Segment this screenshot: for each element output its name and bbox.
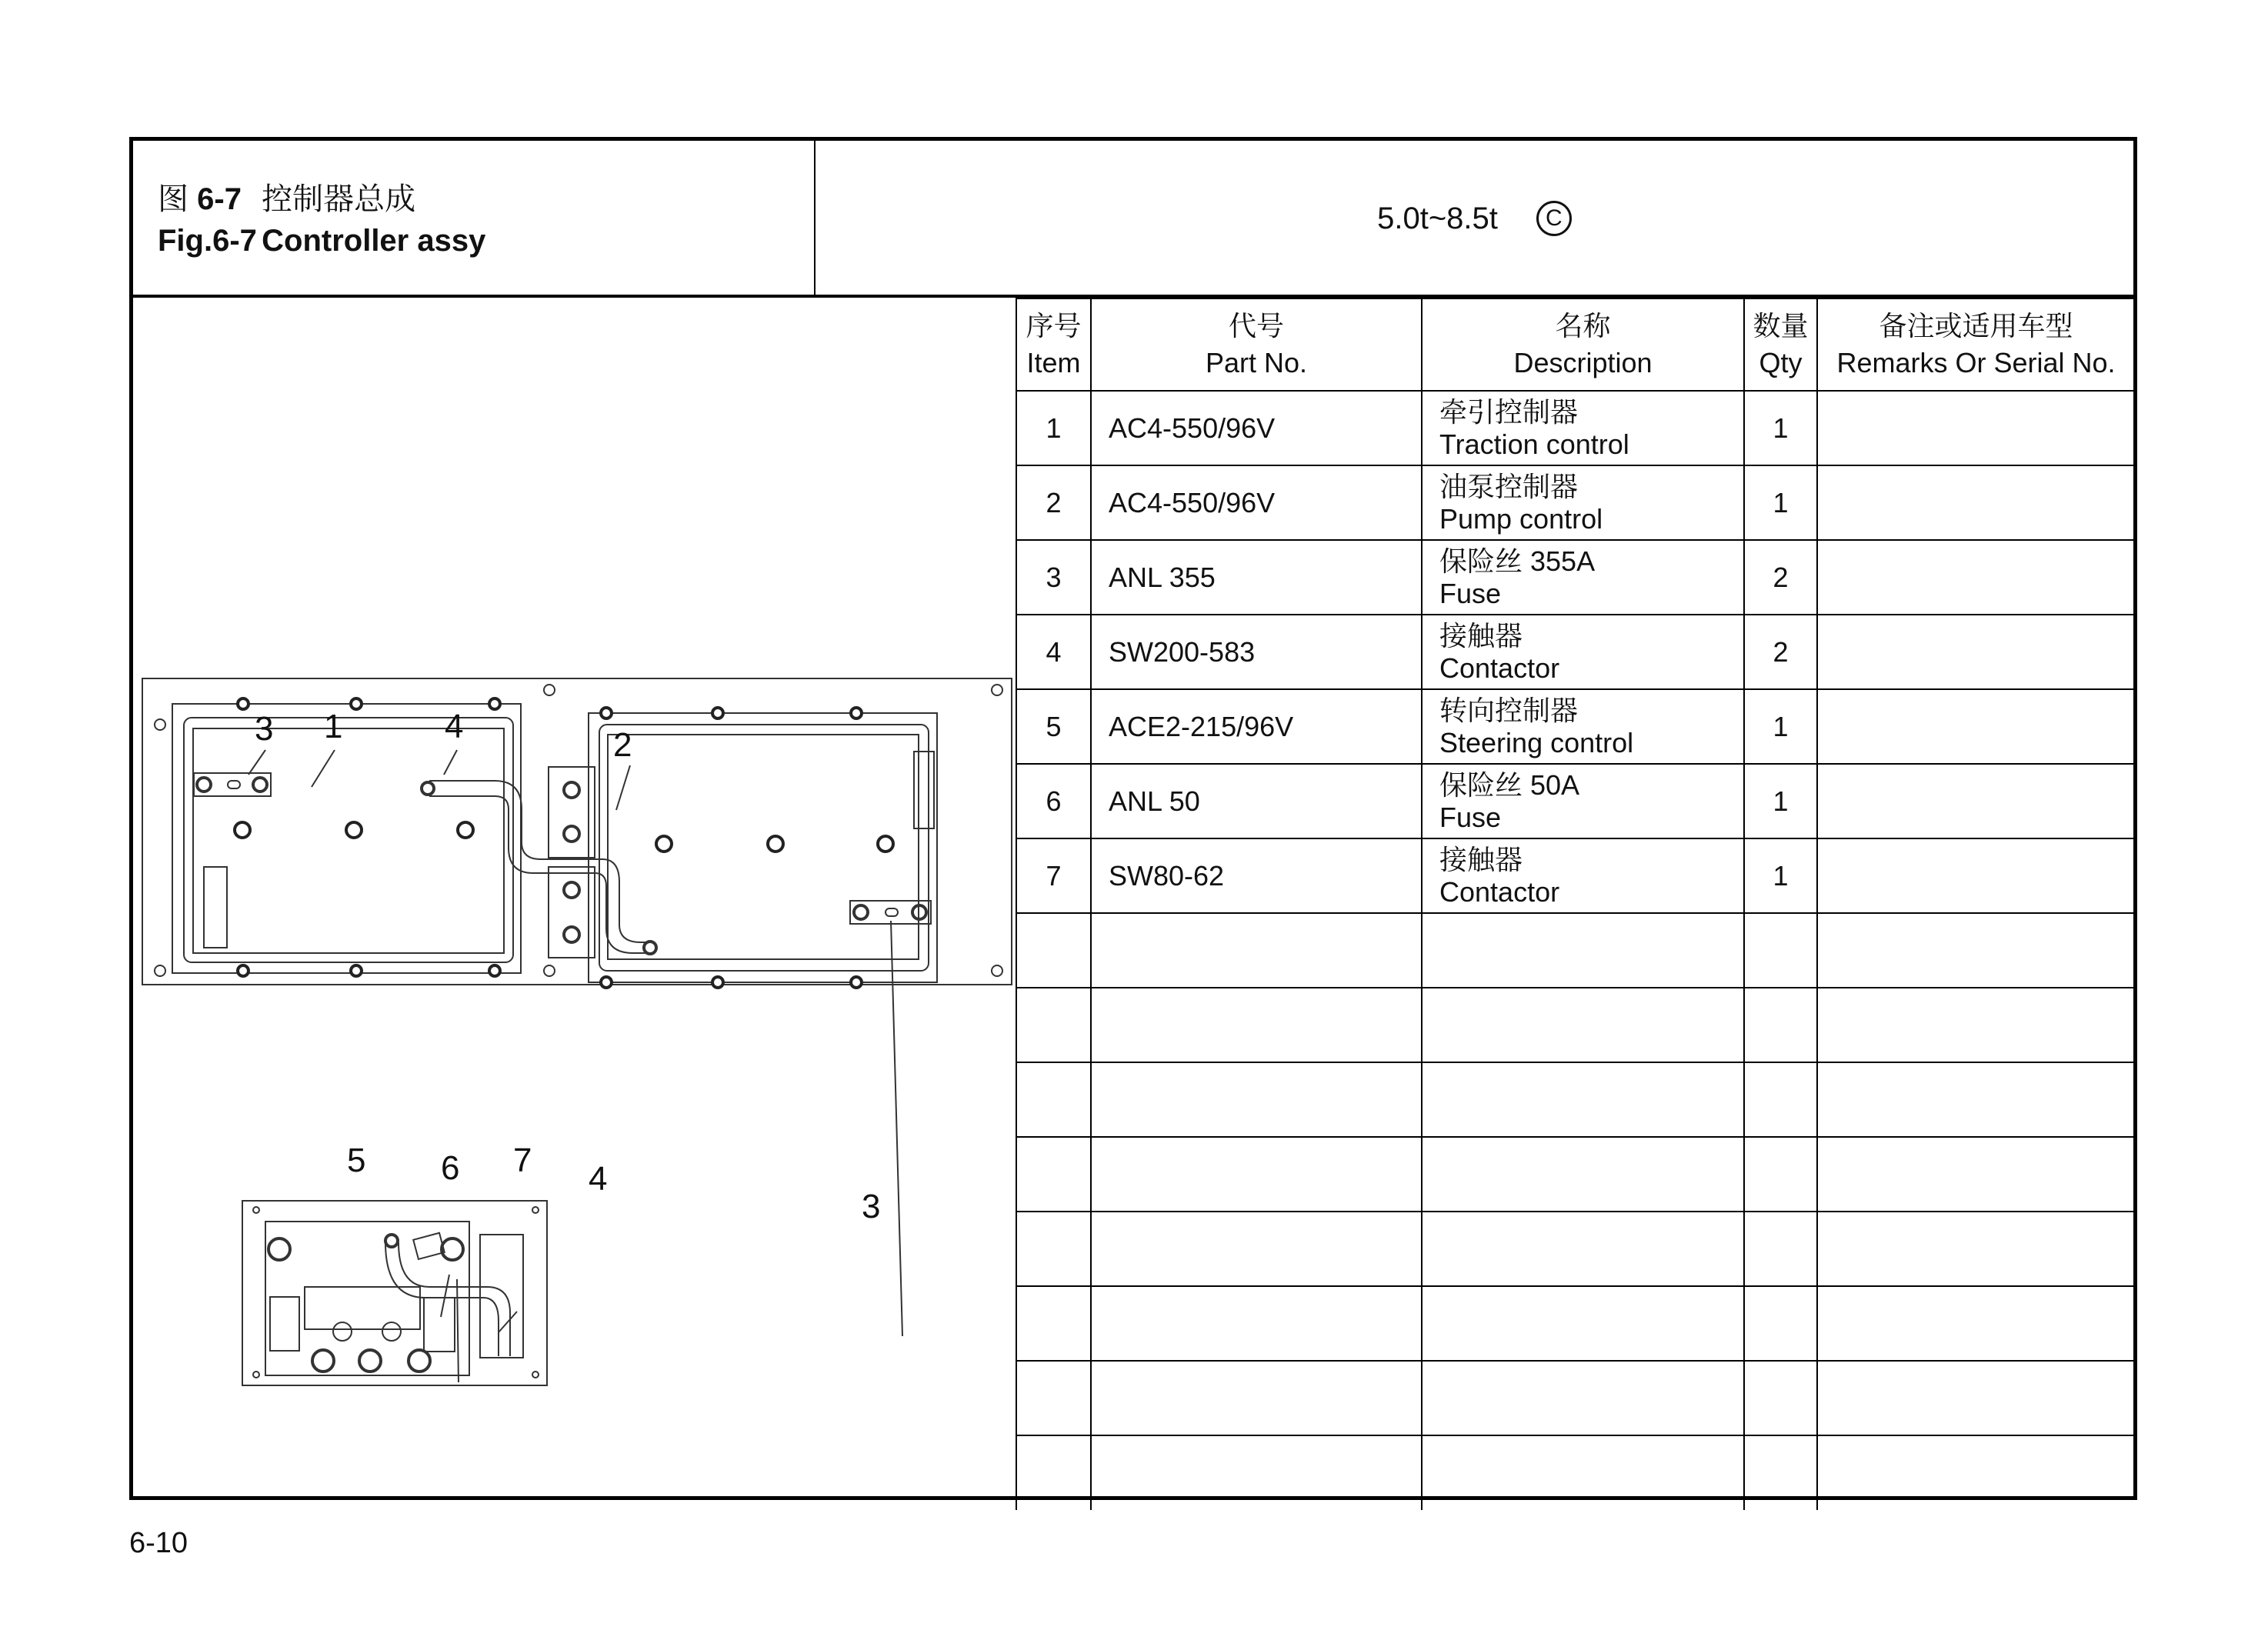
cell-remarks [1817,615,2134,689]
cell-item: 4 [1016,615,1091,689]
cell-part-no: SW200-583 [1091,615,1422,689]
cell-qty: 2 [1744,615,1817,689]
callout-4-top: 4 [445,708,464,745]
table-row [1016,615,2134,689]
title-en: Controller assy [262,224,486,258]
cell-remarks [1817,764,2134,838]
table-row [1016,465,2134,540]
cell-qty: 1 [1744,764,1817,838]
cell-description: 油泵控制器 Pump control [1422,465,1744,540]
cell-remarks [1817,838,2134,913]
callout-3-right: 3 [862,1188,881,1225]
table-row-empty [1016,1435,2134,1510]
table-row-empty [1016,1286,2134,1361]
table-row-empty [1016,1361,2134,1435]
parts-table [1016,298,2134,1510]
cell-qty: 1 [1744,689,1817,764]
controller-assembly-drawing [133,298,1016,1496]
document-frame [129,137,2137,1500]
figure-prefix-zh: 图 [158,182,188,216]
callout-2: 2 [613,726,632,764]
cell-item: 5 [1016,689,1091,764]
cell-description: 保险丝 50A Fuse [1422,764,1744,838]
cell-item: 2 [1016,465,1091,540]
table-row [1016,838,2134,913]
callout-1: 1 [324,708,343,745]
cell-description: 保险丝 355A Fuse [1422,540,1744,615]
model-range: 5.0t~8.5t [1377,201,1498,235]
title-zh: 控制器总成 [262,182,416,216]
callout-5: 5 [347,1142,366,1179]
cell-part-no: SW80-62 [1091,838,1422,913]
col-remarks: 备注或适用车型 Remarks Or Serial No. [1817,298,2134,391]
cell-description: 牵引控制器 Traction control [1422,391,1744,465]
cell-item: 1 [1016,391,1091,465]
col-item: 序号 Item [1016,298,1091,391]
callout-7: 7 [513,1142,532,1179]
col-part-no: 代号 Part No. [1091,298,1422,391]
callout-4-bottom: 4 [589,1160,608,1198]
cell-description: 转向控制器 Steering control [1422,689,1744,764]
table-row-empty [1016,1212,2134,1286]
controller-assembly-diagram [133,298,1016,1496]
cell-qty: 2 [1744,540,1817,615]
table-row-empty [1016,988,2134,1062]
col-description: 名称 Description [1422,298,1744,391]
cell-item: 7 [1016,838,1091,913]
col-qty: 数量 Qty [1744,298,1817,391]
cell-qty: 1 [1744,465,1817,540]
cell-remarks [1817,540,2134,615]
table-row [1016,391,2134,465]
cell-part-no: AC4-550/96V [1091,465,1422,540]
cell-remarks [1817,689,2134,764]
cell-item: 6 [1016,764,1091,838]
cell-part-no: AC4-550/96V [1091,391,1422,465]
figure-number-en: Fig.6-7 [158,224,257,258]
cell-qty: 1 [1744,838,1817,913]
cell-remarks [1817,465,2134,540]
cell-part-no: ANL 50 [1091,764,1422,838]
table-row-empty [1016,1137,2134,1212]
table-row-empty [1016,913,2134,988]
cell-part-no: ANL 355 [1091,540,1422,615]
table-row [1016,764,2134,838]
cell-description: 接触器 Contactor [1422,838,1744,913]
table-row-empty [1016,1062,2134,1137]
page-number: 6-10 [129,1527,188,1559]
figure-title-zh [158,175,415,218]
figure-title-en [158,224,485,258]
cell-item: 3 [1016,540,1091,615]
table-row [1016,540,2134,615]
cell-description: 接触器 Contactor [1422,615,1744,689]
callout-6: 6 [441,1149,460,1187]
cell-remarks [1817,391,2134,465]
circled-c-mark-icon: C [1536,201,1572,236]
cell-qty: 1 [1744,391,1817,465]
table-row [1016,689,2134,764]
model-range-block [815,141,2133,296]
parts-table-header [1016,298,2134,391]
figure-title-block [133,141,815,296]
figure-number-zh: 6-7 [197,182,242,216]
cell-part-no: ACE2-215/96V [1091,689,1422,764]
callout-3-left: 3 [255,710,274,748]
